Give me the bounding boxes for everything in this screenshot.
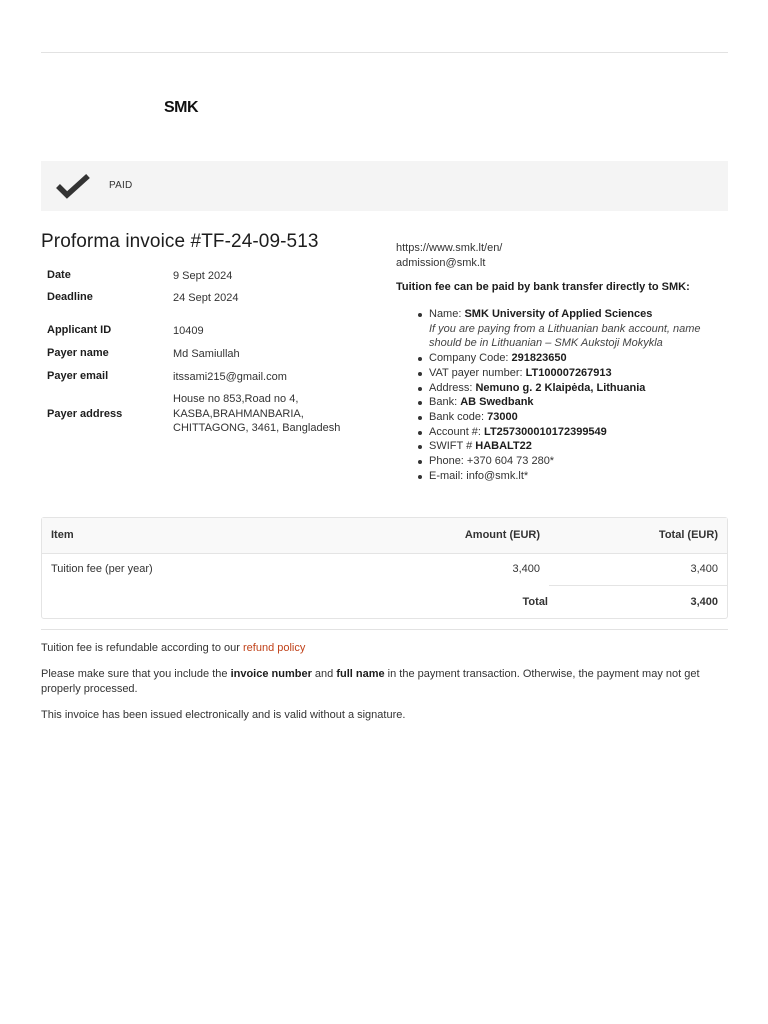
bank-detail-value: Nemuno g. 2 Klaipėda, Lithuania [475, 381, 646, 394]
bank-detail-phone: Phone: +370 604 73 280* [429, 454, 729, 469]
bank-detail-label: Bank code: [429, 410, 488, 423]
bank-detail-value: LT100007267913 [525, 366, 612, 379]
payer-address-line: House no 853,Road no 4, [173, 393, 299, 405]
bank-transfer-intro: Tuition fee can be paid by bank transfer directly to SMK: [396, 281, 690, 293]
bank-detail-label: Company Code: [429, 352, 512, 365]
bank-name-note: If you are paying from a Lithuanian bank account, name should be in Lithuanian – SMK Aukstoji Mokykla [429, 322, 701, 350]
checkmark-icon [55, 173, 91, 199]
top-divider [41, 52, 728, 53]
bank-detail-value: AB Swedbank [460, 396, 534, 409]
row-item-total: 3,400 [690, 563, 718, 575]
bank-detail-label: Account #: [429, 425, 485, 438]
date-value: 9 Sept 2024 [173, 270, 233, 282]
bank-detail-company-code [429, 351, 729, 366]
refund-note-text: Tuition fee is refundable according to our [41, 642, 243, 654]
applicant-id-label: Applicant ID [47, 324, 112, 336]
date-row [41, 269, 371, 284]
bank-detail-label: Address: [429, 381, 476, 394]
total-divider [549, 585, 727, 586]
bank-detail-value: HABALT22 [475, 440, 532, 453]
bank-detail-label: VAT payer number: [429, 366, 526, 379]
payer-address-label: Payer address [47, 407, 123, 420]
invoice-title: Proforma invoice #TF-24-09-513 [41, 231, 319, 252]
refund-policy-link[interactable]: refund policy [243, 642, 306, 654]
bank-detail-value: 73000 [487, 410, 518, 423]
row-item-name: Tuition fee (per year) [51, 563, 153, 575]
payment-note-emphasis: invoice number [230, 668, 312, 680]
total-value: 3,400 [690, 596, 718, 608]
payer-address-row [41, 392, 371, 436]
payer-name-row [41, 347, 371, 362]
payer-email-row [41, 370, 371, 385]
payer-address-value [173, 392, 371, 436]
smk-logo [164, 97, 208, 115]
bank-detail-vat [429, 366, 729, 381]
bank-detail-swift [429, 439, 729, 454]
bank-detail-value: 291823650 [511, 352, 567, 365]
payer-address-line: KASBA,BRAHMANBARIA, [173, 407, 304, 420]
column-header-amount: Amount (EUR) [464, 529, 540, 541]
notes-divider [41, 629, 728, 630]
payment-note-text: Please make sure that you include the [41, 668, 231, 680]
admission-email-link[interactable]: admission@smk.lt [396, 256, 486, 269]
website-link[interactable]: https://www.smk.lt/en/ [396, 242, 503, 254]
payment-note [41, 667, 728, 697]
bank-detail-label: Name: [429, 308, 465, 320]
bank-detail-bank-code [429, 410, 729, 425]
column-header-item: Item [51, 529, 74, 541]
items-table [41, 517, 728, 619]
payer-address-line: CHITTAGONG, 3461, Bangladesh [173, 422, 341, 434]
bank-detail-label: Bank: [429, 396, 461, 409]
electronic-issue-note: This invoice has been issued electronically and is valid without a signature. [41, 709, 406, 721]
bank-detail-email: E-mail: info@smk.lt* [429, 469, 729, 484]
payer-name-value: Md Samiullah [173, 348, 240, 360]
deadline-value: 24 Sept 2024 [173, 292, 239, 304]
payment-note-emphasis: full name [336, 668, 385, 680]
bank-detail-value: SMK University of Applied Sciences [464, 308, 653, 320]
contact-info [396, 241, 728, 270]
row-item-amount: 3,400 [512, 563, 540, 575]
items-table-header [42, 518, 727, 554]
payment-note-text: and [311, 668, 337, 680]
bank-detail-address [429, 381, 729, 396]
bank-detail-bank [429, 395, 729, 410]
svg-text:SMK: SMK [164, 99, 199, 115]
column-header-total: Total (EUR) [658, 529, 718, 541]
payer-email-label: Payer email [47, 370, 109, 382]
payment-status-bar [41, 161, 728, 211]
applicant-id-value: 10409 [173, 325, 204, 337]
applicant-id-row [41, 324, 371, 339]
deadline-label: Deadline [47, 291, 93, 303]
status-label: PAID [109, 180, 133, 191]
invoice-notes [41, 641, 728, 734]
bank-detail-account [429, 425, 729, 440]
bank-detail-label: SWIFT # [429, 440, 476, 453]
deadline-row [41, 291, 371, 306]
bank-details-list [429, 307, 729, 483]
bank-detail-name [429, 307, 729, 351]
payer-email-value: itssami215@gmail.com [173, 371, 287, 383]
refund-note [41, 641, 728, 656]
payment-note-text: in the payment transaction. Otherwise, the payment may not get properly processed. [41, 668, 700, 695]
total-label: Total [522, 596, 548, 608]
payer-name-label: Payer name [47, 347, 109, 359]
date-label: Date [47, 269, 71, 281]
bank-detail-value: LT257300010172399549 [484, 425, 607, 438]
